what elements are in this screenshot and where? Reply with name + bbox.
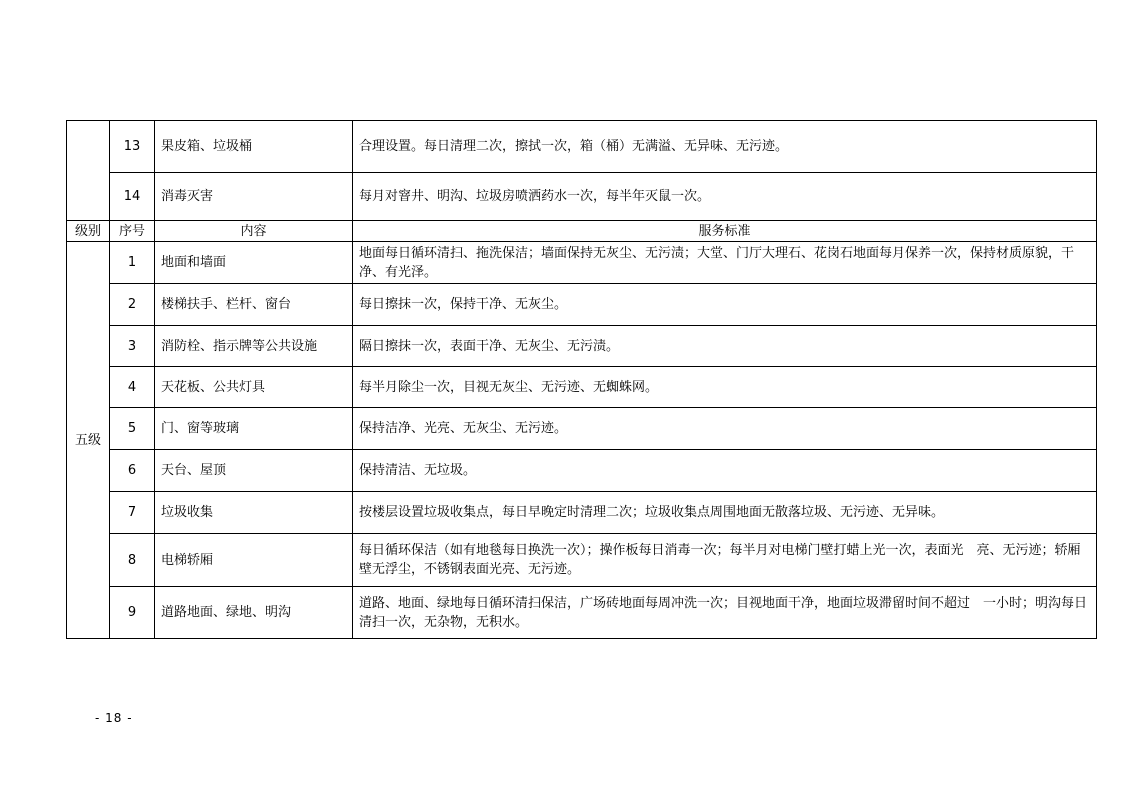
row-number: 13	[110, 121, 155, 173]
row-standard: 隔日擦抹一次，表面干净、无灰尘、无污渍。	[353, 326, 1097, 367]
row-content: 垃圾收集	[155, 492, 353, 534]
row-standard: 每日循环保洁（如有地毯每日换洗一次）；操作板每日消毒一次；每半月对电梯门壁打蜡上光一次，表面光 亮、无污迹；轿厢壁无浮尘，不锈钢表面光亮、无污迹。	[353, 534, 1097, 587]
row-standard: 保持洁净、光亮、无灰尘、无污迹。	[353, 408, 1097, 450]
row-content: 电梯轿厢	[155, 534, 353, 587]
row-standard: 地面每日循环清扫、拖洗保洁；墙面保持无灰尘、无污渍；大堂、门厅大理石、花岗石地面每月保养一次，保持材质原貌，干净、有光泽。	[353, 242, 1097, 284]
service-standard-table	[66, 120, 1097, 639]
row-content: 地面和墙面	[155, 242, 353, 284]
table-row	[67, 587, 1097, 639]
table-header-row	[67, 221, 1097, 242]
row-number: 3	[110, 326, 155, 367]
row-content: 消防栓、指示牌等公共设施	[155, 326, 353, 367]
table-row	[67, 284, 1097, 326]
row-content: 天台、屋顶	[155, 450, 353, 492]
row-number: 9	[110, 587, 155, 639]
row-number: 5	[110, 408, 155, 450]
page-number: - 18 -	[95, 711, 133, 725]
row-standard: 合理设置。每日清理二次，擦拭一次，箱（桶）无满溢、无异味、无污迹。	[353, 121, 1097, 173]
header-number: 序号	[110, 221, 155, 242]
table-row	[67, 492, 1097, 534]
level-cell-blank	[67, 121, 110, 221]
row-number: 4	[110, 367, 155, 408]
row-number: 2	[110, 284, 155, 326]
level-label: 五级	[67, 242, 110, 639]
row-number: 1	[110, 242, 155, 284]
header-standard: 服务标准	[353, 221, 1097, 242]
row-content: 天花板、公共灯具	[155, 367, 353, 408]
row-standard: 每日擦抹一次，保持干净、无灰尘。	[353, 284, 1097, 326]
row-content: 消毒灭害	[155, 173, 353, 221]
row-standard: 道路、地面、绿地每日循环清扫保洁，广场砖地面每周冲洗一次；目视地面干净，地面垃圾滞留时间不超过 一小时；明沟每日清扫一次，无杂物，无积水。	[353, 587, 1097, 639]
table-row	[67, 121, 1097, 173]
row-content: 果皮箱、垃圾桶	[155, 121, 353, 173]
table-row	[67, 173, 1097, 221]
table-row	[67, 242, 1097, 284]
row-content: 道路地面、绿地、明沟	[155, 587, 353, 639]
row-content: 门、窗等玻璃	[155, 408, 353, 450]
header-content: 内容	[155, 221, 353, 242]
row-number: 14	[110, 173, 155, 221]
row-standard: 每半月除尘一次，目视无灰尘、无污迹、无蜘蛛网。	[353, 367, 1097, 408]
row-content: 楼梯扶手、栏杆、窗台	[155, 284, 353, 326]
row-number: 7	[110, 492, 155, 534]
row-standard: 每月对窨井、明沟、垃圾房喷洒药水一次，每半年灭鼠一次。	[353, 173, 1097, 221]
table-row	[67, 326, 1097, 367]
row-number: 6	[110, 450, 155, 492]
row-number: 8	[110, 534, 155, 587]
table-row	[67, 367, 1097, 408]
table-row	[67, 408, 1097, 450]
row-standard: 按楼层设置垃圾收集点，每日早晚定时清理二次；垃圾收集点周围地面无散落垃圾、无污迹、无异味。	[353, 492, 1097, 534]
header-level: 级别	[67, 221, 110, 242]
table-row	[67, 450, 1097, 492]
table-row	[67, 534, 1097, 587]
row-standard: 保持清洁、无垃圾。	[353, 450, 1097, 492]
